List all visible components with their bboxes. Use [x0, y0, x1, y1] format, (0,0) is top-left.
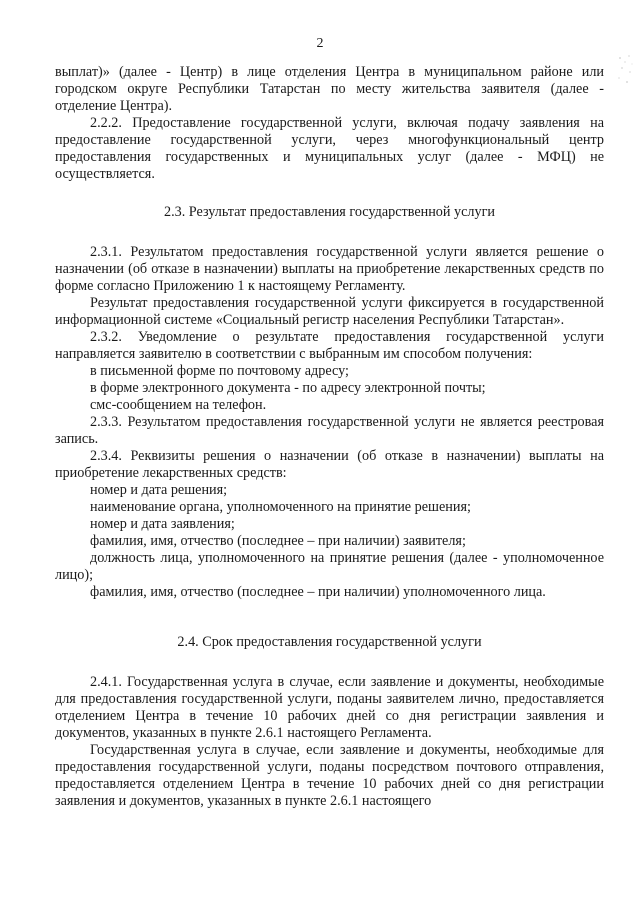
- list-item: фамилия, имя, отчество (последнее – при наличии) уполномоченного лица.: [90, 584, 546, 600]
- paragraph: выплат)» (далее - Центр) в лице отделения Центра в муниципальном районе или городском округе Республики Татарстан по месту жительства заявителя (далее - отделение Центра).: [55, 64, 604, 114]
- list-item: в форме электронного документа - по адресу электронной почты;: [90, 380, 486, 396]
- paragraph: 2.4.1. Государственная услуга в случае, если заявление и документы, необходимые для предоставления государственной услуги, поданы заявителем лично, предоставляется отделением Центра в течение 10 рабочих дней со дня регистрации заявления и документов, указанных в пункте 2.6.1 настоящего Регламента.: [55, 674, 604, 741]
- list-item: номер и дата заявления;: [90, 516, 235, 532]
- document-body: [55, 64, 604, 810]
- list-item: в письменной форме по почтовому адресу;: [90, 363, 349, 379]
- list-item: номер и дата решения;: [90, 482, 228, 498]
- paragraph: 2.3.1. Результатом предоставления государственной услуги является решение о назначении (об отказе в назначении) выплаты на приобретение лекарственных средств по форме согласно Приложению 1 к настоящему Регламенту.: [55, 244, 604, 294]
- list-item: наименование органа, уполномоченного на принятие решения;: [90, 499, 471, 515]
- page-number: 2: [316, 36, 324, 51]
- list-item: фамилия, имя, отчество (последнее – при наличии) заявителя;: [90, 533, 466, 549]
- section-heading: 2.3. Результат предоставления государственной услуги: [163, 204, 496, 220]
- paragraph: 2.3.3. Результатом предоставления государственной услуги не является реестровая запись.: [55, 414, 604, 447]
- paragraph: 2.3.4. Реквизиты решения о назначении (об отказе в назначении) выплаты на приобретение лекарственных средств:: [55, 448, 604, 481]
- paragraph: 2.3.2. Уведомление о результате предоставления государственной услуги направляется заявителю в соответствии с выбранным им способом получения:: [55, 329, 604, 362]
- paragraph: Результат предоставления государственной услуги фиксируется в государственной информационной системе «Социальный регистр населения Республики Татарстан».: [55, 295, 604, 328]
- scan-artifact: [616, 52, 634, 92]
- paragraph: Государственная услуга в случае, если заявление и документы, необходимые для предоставления государственной услуги, поданы посредством почтового отправления, предоставляется отделением Центра в течение 10 рабочих дней со дня регистрации заявления и документов, указанных в пункте 2.6.1 настоящего: [55, 742, 604, 809]
- section-heading: 2.4. Срок предоставления государственной услуги: [177, 634, 482, 650]
- list-item: смс-сообщением на телефон.: [90, 397, 267, 413]
- paragraph: 2.2.2. Предоставление государственной услуги, включая подачу заявления на предоставление государственной услуги, через многофункциональный центр предоставления государственных и муниципальных услуг (далее - МФЦ) не осуществляется.: [55, 115, 604, 182]
- paragraph: должность лица, уполномоченного на принятие решения (далее - уполномоченное лицо);: [55, 550, 604, 583]
